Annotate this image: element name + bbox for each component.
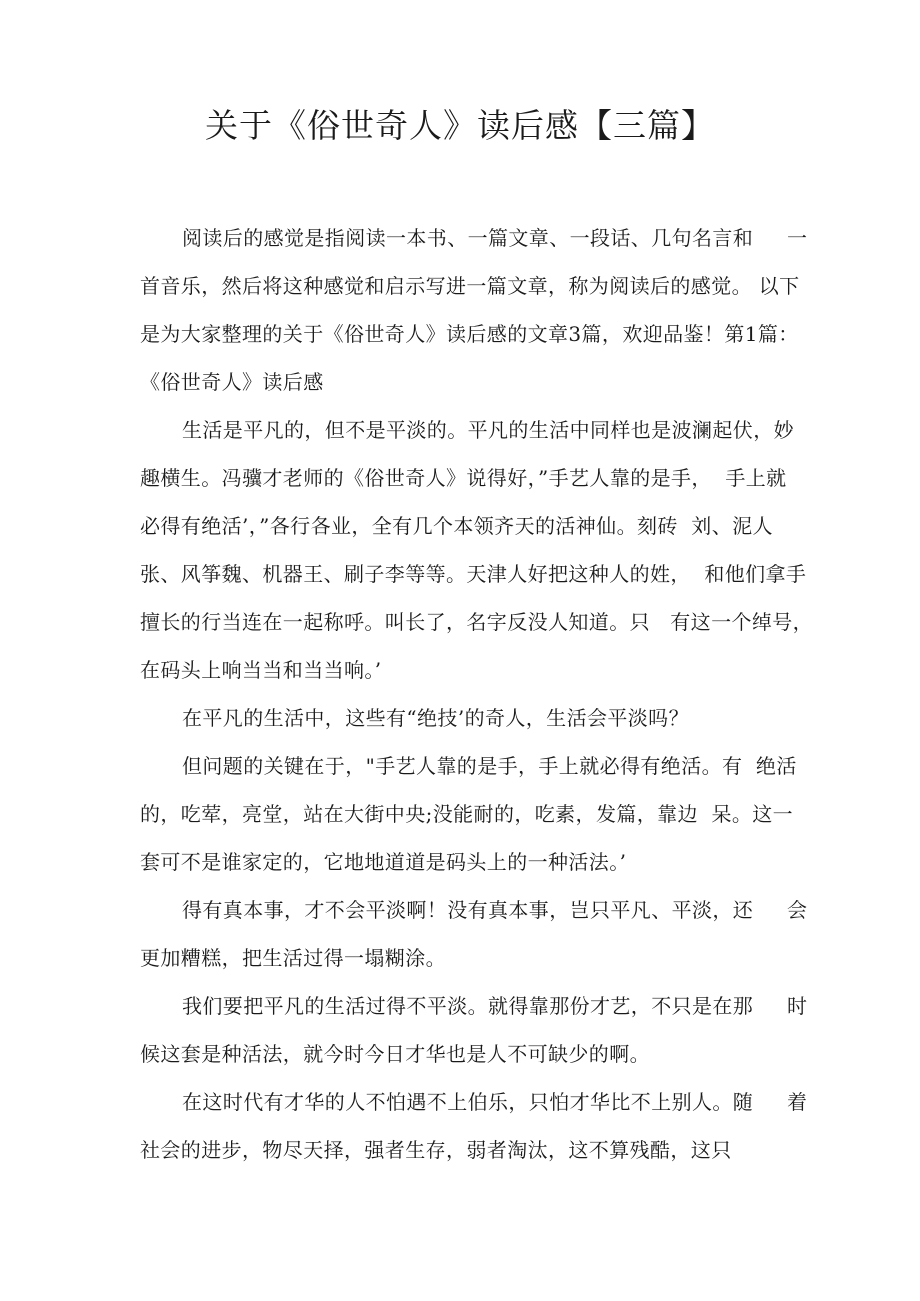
paragraph-line: 套可不是谁家定的，它地地道道是码头上的一种活法。’ xyxy=(140,850,627,874)
paragraph-line: 首音乐，然后将这种感觉和启示写进一篇文章，称为阅读后的感觉。 以下 xyxy=(140,274,800,298)
paragraph-line: 得有真本事，才不会平淡啊！没有真本事，岂只平凡、平淡，还 会 xyxy=(182,898,808,922)
paragraph-line: 社会的进步，物尽天择，强者生存，弱者淘汰，这不算残酷，这只 xyxy=(140,1138,732,1162)
paragraph xyxy=(140,898,808,970)
paragraph xyxy=(140,418,814,682)
paragraph xyxy=(140,994,808,1066)
paragraph-line: 趣横生。冯骥才老师的《俗世奇人》说得好，”手艺人靠的是手， 手上就 xyxy=(140,466,787,490)
paragraph-line: 但问题的关键在于，"手艺人靠的是手，手上就必得有绝活。有 绝活 xyxy=(182,754,797,778)
document-body xyxy=(140,226,814,1186)
paragraph xyxy=(140,226,808,394)
paragraph-line: 在码头上响当当和当当响。’ xyxy=(140,658,382,682)
paragraph-line: 在这时代有才华的人不怕遇不上伯乐，只怕才华比不上别人。随 着 xyxy=(182,1090,808,1114)
paragraph-line: 更加糟糕，把生活过得一塌糊涂。 xyxy=(140,946,446,970)
paragraph-line: 《俗世奇人》读后感 xyxy=(140,370,324,394)
paragraph-line: 是为大家整理的关于《俗世奇人》读后感的文章3篇，欢迎品鉴！第1篇： xyxy=(140,322,799,346)
paragraph-line: 张、风筝魏、机器王、刷子李等等。天津人好把这种人的姓， 和他们拿手 xyxy=(140,562,807,586)
paragraph-line: 生活是平凡的，但不是平淡的。平凡的生活中同样也是波澜起伏，妙 xyxy=(182,418,794,442)
paragraph-line: 我们要把平凡的生活过得不平淡。就得靠那份才艺，不只是在那 时 xyxy=(182,994,808,1018)
paragraph-line: 擅长的行当连在一起称呼。叫长了，名字反没人知道。只 有这一个绰号， xyxy=(140,610,814,634)
paragraph xyxy=(140,754,797,874)
paragraph-line: 候这套是种活法，就今时今日才华也是人不可缺少的啊。 xyxy=(140,1042,650,1066)
document-title: 关于《俗世奇人》读后感【三篇】 xyxy=(205,106,715,145)
paragraph-line: 在平凡的生活中，这些有“绝技’的奇人，生活会平淡吗？ xyxy=(182,706,689,730)
paragraph-line: 的，吃荤，亮堂，站在大街中央;没能耐的，吃素，发篇，靠边 呆。这一 xyxy=(140,802,794,826)
paragraph-line: 阅读后的感觉是指阅读一本书、一篇文章、一段话、几句名言和 一 xyxy=(182,226,808,250)
paragraph xyxy=(140,1090,808,1162)
paragraph-line: 必得有绝活’，”各行各业，全有几个本领齐天的活神仙。刻砖 刘、泥人 xyxy=(140,514,773,538)
paragraph xyxy=(140,706,785,730)
